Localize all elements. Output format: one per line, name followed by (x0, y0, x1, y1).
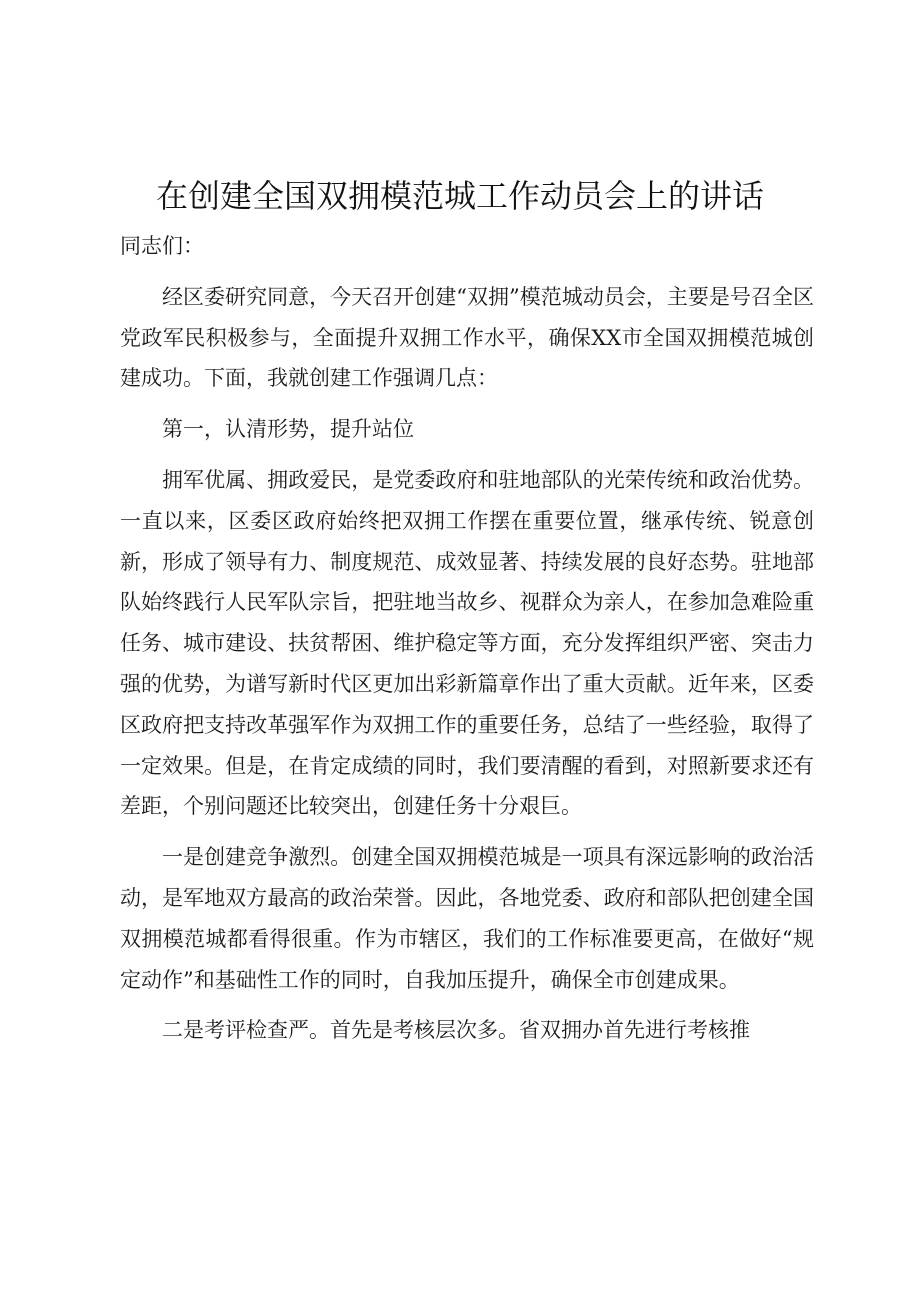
document-body (120, 226, 814, 1061)
paragraph-point-one: 一是创建竞争激烈。创建全国双拥模范城是一项具有深远影响的政治活动，是军地双方最高的政治荣誉。因此，各地党委、政府和部队把创建全国双拥模范城都看得很重。作为市辖区，我们的工作标准要更高，在做好“规定动作”和基础性工作的同时，自我加压提升，确保全市创建成果。 (120, 845, 814, 992)
salutation: 同志们： (120, 234, 204, 258)
paragraph-situation: 拥军优属、拥政爱民，是党委政府和驻地部队的光荣传统和政治优势。一直以来，区委区政府始终把双拥工作摆在重要位置，继承传统、锐意创新，形成了领导有力、制度规范、成效显著、持续发展的良好态势。驻地部队始终践行人民军队宗旨，把驻地当故乡、视群众为亲人，在参加急难险重任务、城市建设、扶贫帮困、维护稳定等方面，充分发挥组织严密、突击力强的优势，为谱写新时代区更加出彩新篇章作出了重大贡献。近年来，区委区政府把支持改革强军作为双拥工作的重要任务，总结了一些经验，取得了一定效果。但是，在肯定成绩的同时，我们要清醒的看到，对照新要求还有差距，个别问题还比较突出，创建任务十分艰巨。 (120, 467, 814, 819)
paragraph-point-two: 二是考评检查严。首先是考核层次多。省双拥办首先进行考核推 (162, 1018, 750, 1043)
document-title: 在创建全国双拥模范城工作动员会上的讲话 (155, 177, 764, 215)
paragraph-intro: 经区委研究同意，今天召开创建“双拥”模范城动员会，主要是号召全区党政军民积极参与，全面提升双拥工作水平，确保XX市全国双拥模范城创建成功。下面，我就创建工作强调几点： (120, 284, 814, 391)
section-heading-first: 第一，认清形势，提升站位 (162, 417, 414, 442)
